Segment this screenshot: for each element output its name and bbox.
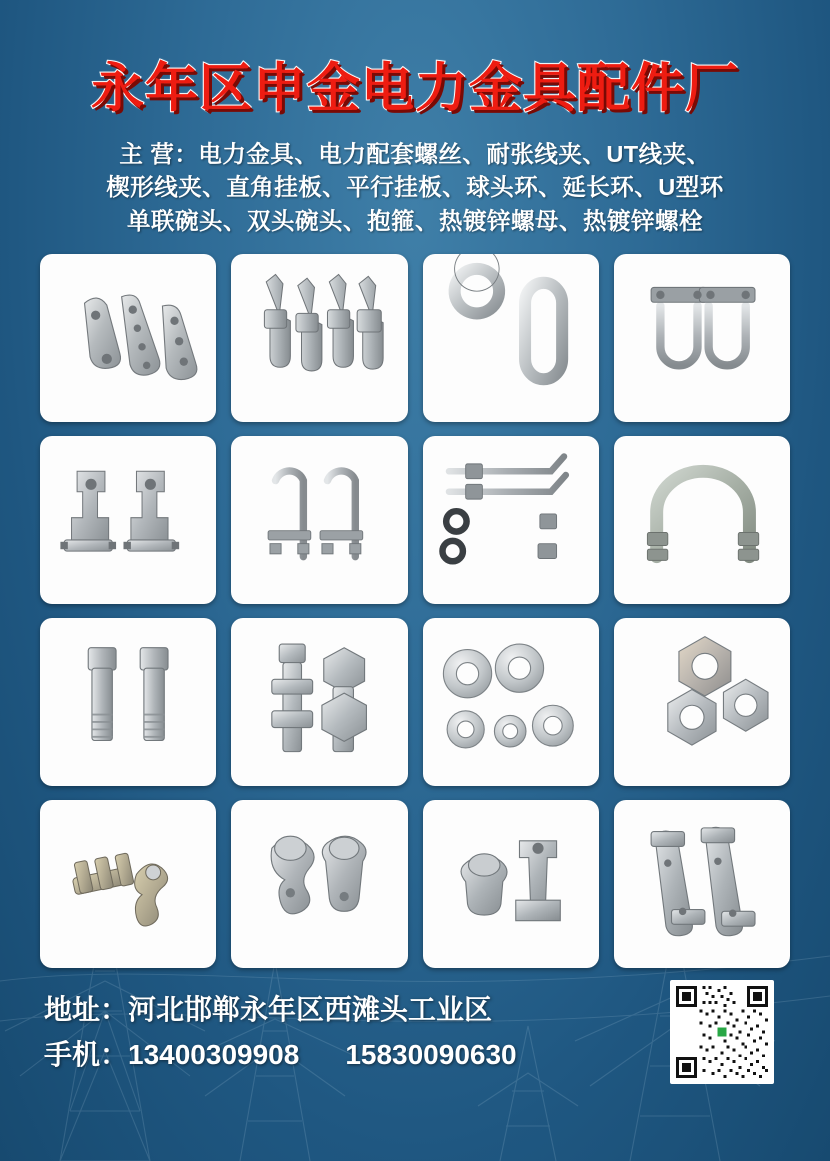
- product-cell: [40, 436, 216, 604]
- business-scope-text: [30, 138, 800, 238]
- ball-eye-ring-icon: [423, 254, 599, 422]
- product-cell: [40, 800, 216, 968]
- product-cell: [614, 800, 790, 968]
- product-cell: [614, 436, 790, 604]
- business-scope-line-2: 楔形线夹、直角挂板、平行挂板、球头环、延长环、U型环: [106, 174, 724, 201]
- qr-code-image: [673, 983, 771, 1081]
- parallel-plate-icon: [614, 800, 790, 968]
- socket-clevis-icon: [231, 800, 407, 968]
- link-plates-icon: [40, 254, 216, 422]
- product-cell: [231, 254, 407, 422]
- product-cell: [40, 618, 216, 786]
- eye-bolt-icon: [423, 436, 599, 604]
- phone-number-1: 13400309908: [128, 1039, 300, 1071]
- phone-label: 手机：: [44, 1039, 129, 1071]
- washer-icon: [423, 618, 599, 786]
- product-cell: [423, 800, 599, 968]
- product-cell: [423, 618, 599, 786]
- product-cell: [231, 800, 407, 968]
- phone-1: [44, 1032, 299, 1077]
- product-grid: [40, 254, 790, 968]
- wedge-clamp-icon: [231, 254, 407, 422]
- product-cell: [231, 436, 407, 604]
- product-cell: [614, 618, 790, 786]
- u-shackle-icon: [614, 254, 790, 422]
- business-scope-line-3: 单联碗头、双头碗头、抱箍、热镀锌螺母、热镀锌螺栓: [127, 207, 703, 234]
- round-hoop-icon: [614, 436, 790, 604]
- footer: [30, 980, 800, 1084]
- product-cell: [423, 254, 599, 422]
- address-label: 地址：: [44, 993, 129, 1025]
- u-bolt-icon: [231, 436, 407, 604]
- qr-code[interactable]: [670, 980, 774, 1084]
- product-cell: [423, 436, 599, 604]
- product-cell: [614, 254, 790, 422]
- business-scope-line-1: 主 营：电力金具、电力配套螺丝、耐张线夹、UT线夹、: [119, 141, 711, 167]
- product-cell: [40, 254, 216, 422]
- address-value: 河北邯郸永年区西滩头工业区: [128, 993, 493, 1025]
- address-line: [44, 987, 517, 1032]
- hot-dip-bolt-icon: [40, 618, 216, 786]
- bolt-nut-set-icon: [231, 618, 407, 786]
- poster-title-wrap: [30, 46, 800, 122]
- strain-clamp-assembly-icon: [40, 800, 216, 968]
- phone-line: [44, 1032, 517, 1077]
- phone-number-2: 15830090630: [345, 1039, 517, 1071]
- page-title: 永年区申金电力金具配件厂: [91, 58, 739, 119]
- hex-nut-icon: [614, 618, 790, 786]
- ut-clamp-icon: [40, 436, 216, 604]
- product-cell: [231, 618, 407, 786]
- single-socket-icon: [423, 800, 599, 968]
- contact-block: [44, 987, 517, 1078]
